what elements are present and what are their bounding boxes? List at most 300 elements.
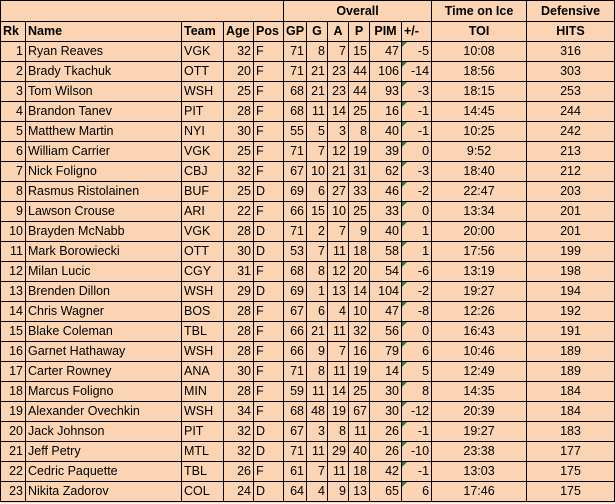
table-body (1, 42, 615, 502)
cell-pos: F (254, 142, 284, 162)
cell-pos: D (254, 182, 284, 202)
cell-age: 30 (224, 122, 254, 142)
table-row (1, 62, 615, 82)
cell-assists: 19 (328, 402, 349, 422)
table-row (1, 482, 615, 502)
cell-plus-minus: 1 (402, 222, 432, 242)
cell-team: ANA (182, 362, 224, 382)
cell-gp: 71 (284, 442, 307, 462)
cell-team: BOS (182, 302, 224, 322)
cell-assists: 12 (328, 142, 349, 162)
cell-hits: 201 (527, 202, 615, 222)
cell-team: PIT (182, 102, 224, 122)
cell-team: ARI (182, 202, 224, 222)
cell-hits: 184 (527, 402, 615, 422)
cell-age: 32 (224, 42, 254, 62)
group-blank (26, 1, 182, 22)
cell-rank: 8 (1, 182, 26, 202)
cell-points: 44 (349, 62, 370, 82)
cell-goals: 15 (307, 202, 328, 222)
cell-gp: 61 (284, 462, 307, 482)
cell-pim: 58 (370, 242, 402, 262)
cell-hits: 175 (527, 462, 615, 482)
cell-age: 26 (224, 462, 254, 482)
table-row (1, 382, 615, 402)
cell-pos: F (254, 362, 284, 382)
table-row (1, 402, 615, 422)
cell-pim: 42 (370, 462, 402, 482)
cell-toi: 19:27 (432, 282, 527, 302)
cell-assists: 14 (328, 102, 349, 122)
cell-pos: F (254, 122, 284, 142)
cell-pos: D (254, 242, 284, 262)
cell-hits: 191 (527, 322, 615, 342)
table-row (1, 362, 615, 382)
col-header-gp: GP (284, 22, 307, 42)
cell-plus-minus: -8 (402, 302, 432, 322)
cell-rank: 14 (1, 302, 26, 322)
cell-name: Ryan Reaves (26, 42, 182, 62)
cell-points: 10 (349, 302, 370, 322)
cell-age: 20 (224, 62, 254, 82)
cell-goals: 1 (307, 282, 328, 302)
cell-points: 25 (349, 382, 370, 402)
cell-points: 44 (349, 82, 370, 102)
cell-gp: 55 (284, 122, 307, 142)
cell-hits: 189 (527, 362, 615, 382)
cell-pim: 26 (370, 422, 402, 442)
cell-goals: 11 (307, 442, 328, 462)
table-row (1, 302, 615, 322)
cell-points: 31 (349, 162, 370, 182)
cell-goals: 6 (307, 182, 328, 202)
cell-name: Alexander Ovechkin (26, 402, 182, 422)
cell-age: 28 (224, 382, 254, 402)
cell-hits: 192 (527, 302, 615, 322)
cell-name: Blake Coleman (26, 322, 182, 342)
cell-pim: 30 (370, 402, 402, 422)
cell-name: Nikita Zadorov (26, 482, 182, 502)
cell-team: WSH (182, 402, 224, 422)
cell-pos: F (254, 322, 284, 342)
cell-pim: 79 (370, 342, 402, 362)
cell-assists: 10 (328, 202, 349, 222)
cell-hits: 201 (527, 222, 615, 242)
cell-gp: 67 (284, 302, 307, 322)
col-header-rk: Rk (1, 22, 26, 42)
cell-pos: F (254, 402, 284, 422)
table-row (1, 182, 615, 202)
cell-hits: 253 (527, 82, 615, 102)
cell-toi: 20:39 (432, 402, 527, 422)
cell-gp: 59 (284, 382, 307, 402)
cell-plus-minus: -12 (402, 402, 432, 422)
cell-assists: 11 (328, 462, 349, 482)
table-row (1, 102, 615, 122)
cell-plus-minus: -1 (402, 122, 432, 142)
cell-age: 28 (224, 322, 254, 342)
cell-gp: 68 (284, 102, 307, 122)
cell-team: OTT (182, 62, 224, 82)
cell-toi: 22:47 (432, 182, 527, 202)
group-time-on-ice: Time on Ice (432, 1, 527, 22)
table-row (1, 142, 615, 162)
col-header-plus-minus: +/- (402, 22, 432, 42)
col-header-age: Age (224, 22, 254, 42)
cell-pim: 62 (370, 162, 402, 182)
cell-gp: 68 (284, 262, 307, 282)
cell-name: William Carrier (26, 142, 182, 162)
col-header-pos: Pos (254, 22, 284, 42)
cell-team: WSH (182, 82, 224, 102)
cell-pos: F (254, 342, 284, 362)
cell-plus-minus: 6 (402, 482, 432, 502)
cell-age: 28 (224, 222, 254, 242)
cell-gp: 71 (284, 62, 307, 82)
cell-rank: 20 (1, 422, 26, 442)
cell-plus-minus: -1 (402, 462, 432, 482)
cell-age: 25 (224, 182, 254, 202)
cell-points: 16 (349, 342, 370, 362)
cell-assists: 9 (328, 482, 349, 502)
cell-rank: 3 (1, 82, 26, 102)
cell-name: Carter Rowney (26, 362, 182, 382)
cell-pos: D (254, 442, 284, 462)
group-header-row (1, 1, 615, 22)
table-row (1, 262, 615, 282)
cell-goals: 8 (307, 42, 328, 62)
cell-plus-minus: -2 (402, 282, 432, 302)
cell-rank: 16 (1, 342, 26, 362)
cell-rank: 17 (1, 362, 26, 382)
cell-pos: D (254, 222, 284, 242)
cell-name: Brady Tkachuk (26, 62, 182, 82)
cell-pos: F (254, 462, 284, 482)
cell-goals: 10 (307, 162, 328, 182)
cell-team: TBL (182, 462, 224, 482)
cell-toi: 13:34 (432, 202, 527, 222)
cell-pos: F (254, 262, 284, 282)
cell-team: CGY (182, 262, 224, 282)
cell-assists: 11 (328, 322, 349, 342)
cell-points: 14 (349, 282, 370, 302)
cell-assists: 3 (328, 122, 349, 142)
cell-hits: 212 (527, 162, 615, 182)
cell-pim: 14 (370, 362, 402, 382)
cell-assists: 4 (328, 302, 349, 322)
cell-age: 28 (224, 302, 254, 322)
cell-goals: 5 (307, 122, 328, 142)
cell-team: MIN (182, 382, 224, 402)
cell-gp: 69 (284, 182, 307, 202)
col-header-hits: HITS (527, 22, 615, 42)
cell-plus-minus: 8 (402, 382, 432, 402)
cell-hits: 183 (527, 422, 615, 442)
cell-rank: 18 (1, 382, 26, 402)
cell-rank: 12 (1, 262, 26, 282)
cell-plus-minus: 6 (402, 342, 432, 362)
cell-name: Nick Foligno (26, 162, 182, 182)
cell-toi: 16:43 (432, 322, 527, 342)
cell-team: VGK (182, 142, 224, 162)
cell-toi: 23:38 (432, 442, 527, 462)
table-row (1, 462, 615, 482)
cell-age: 32 (224, 422, 254, 442)
cell-age: 28 (224, 342, 254, 362)
cell-rank: 11 (1, 242, 26, 262)
cell-pim: 46 (370, 182, 402, 202)
cell-gp: 66 (284, 342, 307, 362)
cell-goals: 8 (307, 362, 328, 382)
cell-assists: 11 (328, 242, 349, 262)
cell-goals: 7 (307, 242, 328, 262)
cell-points: 40 (349, 442, 370, 462)
cell-toi: 14:35 (432, 382, 527, 402)
cell-hits: 199 (527, 242, 615, 262)
cell-age: 34 (224, 402, 254, 422)
cell-points: 11 (349, 422, 370, 442)
col-header-pim: PIM (370, 22, 402, 42)
cell-goals: 21 (307, 322, 328, 342)
cell-hits: 198 (527, 262, 615, 282)
cell-assists: 21 (328, 162, 349, 182)
cell-pim: 106 (370, 62, 402, 82)
cell-gp: 71 (284, 42, 307, 62)
cell-rank: 10 (1, 222, 26, 242)
cell-team: VGK (182, 222, 224, 242)
cell-gp: 67 (284, 422, 307, 442)
cell-plus-minus: -14 (402, 62, 432, 82)
cell-pos: F (254, 42, 284, 62)
cell-rank: 1 (1, 42, 26, 62)
cell-hits: 244 (527, 102, 615, 122)
cell-pos: F (254, 62, 284, 82)
cell-points: 67 (349, 402, 370, 422)
cell-rank: 7 (1, 162, 26, 182)
group-defensive: Defensive (527, 1, 615, 22)
cell-toi: 13:19 (432, 262, 527, 282)
cell-goals: 21 (307, 82, 328, 102)
cell-pim: 40 (370, 122, 402, 142)
cell-hits: 175 (527, 482, 615, 502)
cell-plus-minus: -5 (402, 42, 432, 62)
cell-assists: 7 (328, 222, 349, 242)
cell-toi: 17:56 (432, 242, 527, 262)
cell-plus-minus: -2 (402, 182, 432, 202)
cell-assists: 11 (328, 362, 349, 382)
cell-toi: 19:27 (432, 422, 527, 442)
table-row (1, 282, 615, 302)
table-row (1, 162, 615, 182)
col-header-name: Name (26, 22, 182, 42)
cell-goals: 8 (307, 262, 328, 282)
cell-plus-minus: 0 (402, 322, 432, 342)
cell-points: 33 (349, 182, 370, 202)
cell-rank: 23 (1, 482, 26, 502)
cell-hits: 194 (527, 282, 615, 302)
cell-toi: 12:49 (432, 362, 527, 382)
cell-pim: 104 (370, 282, 402, 302)
table-row (1, 322, 615, 342)
cell-assists: 13 (328, 282, 349, 302)
cell-plus-minus: -6 (402, 262, 432, 282)
cell-age: 25 (224, 142, 254, 162)
cell-team: CBJ (182, 162, 224, 182)
table-row (1, 42, 615, 62)
table-row (1, 82, 615, 102)
cell-team: TBL (182, 322, 224, 342)
cell-assists: 27 (328, 182, 349, 202)
group-blank (224, 1, 254, 22)
cell-gp: 64 (284, 482, 307, 502)
table-row (1, 422, 615, 442)
cell-points: 13 (349, 482, 370, 502)
cell-points: 25 (349, 202, 370, 222)
cell-goals: 21 (307, 62, 328, 82)
cell-pim: 54 (370, 262, 402, 282)
cell-rank: 2 (1, 62, 26, 82)
cell-points: 15 (349, 42, 370, 62)
cell-toi: 10:25 (432, 122, 527, 142)
cell-plus-minus: -10 (402, 442, 432, 462)
cell-assists: 29 (328, 442, 349, 462)
cell-team: MTL (182, 442, 224, 462)
cell-goals: 4 (307, 482, 328, 502)
cell-name: Marcus Foligno (26, 382, 182, 402)
cell-age: 31 (224, 262, 254, 282)
cell-toi: 10:08 (432, 42, 527, 62)
cell-pim: 30 (370, 382, 402, 402)
cell-pos: F (254, 202, 284, 222)
cell-gp: 71 (284, 362, 307, 382)
cell-name: Matthew Martin (26, 122, 182, 142)
cell-toi: 12:26 (432, 302, 527, 322)
column-header-row (1, 22, 615, 42)
cell-gp: 71 (284, 142, 307, 162)
col-header-a: A (328, 22, 349, 42)
cell-pim: 47 (370, 42, 402, 62)
cell-name: Mark Borowiecki (26, 242, 182, 262)
cell-age: 24 (224, 482, 254, 502)
cell-hits: 316 (527, 42, 615, 62)
cell-plus-minus: 1 (402, 242, 432, 262)
cell-toi: 17:46 (432, 482, 527, 502)
cell-name: Milan Lucic (26, 262, 182, 282)
cell-gp: 69 (284, 282, 307, 302)
cell-goals: 7 (307, 142, 328, 162)
cell-points: 25 (349, 102, 370, 122)
cell-assists: 7 (328, 342, 349, 362)
cell-pim: 33 (370, 202, 402, 222)
cell-name: Brenden Dillon (26, 282, 182, 302)
cell-name: Brayden McNabb (26, 222, 182, 242)
cell-pim: 56 (370, 322, 402, 342)
cell-rank: 21 (1, 442, 26, 462)
cell-points: 18 (349, 242, 370, 262)
cell-points: 19 (349, 362, 370, 382)
cell-pim: 40 (370, 222, 402, 242)
cell-assists: 12 (328, 262, 349, 282)
cell-name: Chris Wagner (26, 302, 182, 322)
cell-team: PIT (182, 422, 224, 442)
cell-rank: 9 (1, 202, 26, 222)
cell-points: 18 (349, 462, 370, 482)
cell-rank: 5 (1, 122, 26, 142)
cell-pim: 39 (370, 142, 402, 162)
cell-goals: 6 (307, 302, 328, 322)
cell-goals: 9 (307, 342, 328, 362)
cell-points: 19 (349, 142, 370, 162)
cell-age: 22 (224, 202, 254, 222)
cell-name: Jeff Petry (26, 442, 182, 462)
table-row (1, 342, 615, 362)
cell-assists: 8 (328, 422, 349, 442)
cell-age: 32 (224, 162, 254, 182)
cell-age: 30 (224, 362, 254, 382)
table-row (1, 122, 615, 142)
cell-hits: 184 (527, 382, 615, 402)
cell-pim: 26 (370, 442, 402, 462)
cell-plus-minus: -3 (402, 82, 432, 102)
cell-gp: 67 (284, 162, 307, 182)
group-overall: Overall (284, 1, 432, 22)
cell-pim: 65 (370, 482, 402, 502)
cell-name: Brandon Tanev (26, 102, 182, 122)
cell-goals: 3 (307, 422, 328, 442)
col-header-toi: TOI (432, 22, 527, 42)
col-header-g: G (307, 22, 328, 42)
cell-rank: 4 (1, 102, 26, 122)
group-blank (182, 1, 224, 22)
cell-hits: 177 (527, 442, 615, 462)
cell-points: 9 (349, 222, 370, 242)
cell-pim: 16 (370, 102, 402, 122)
cell-rank: 22 (1, 462, 26, 482)
cell-pim: 47 (370, 302, 402, 322)
cell-pos: F (254, 302, 284, 322)
cell-goals: 48 (307, 402, 328, 422)
cell-team: WSH (182, 282, 224, 302)
cell-rank: 15 (1, 322, 26, 342)
cell-name: Tom Wilson (26, 82, 182, 102)
cell-plus-minus: 5 (402, 362, 432, 382)
cell-toi: 9:52 (432, 142, 527, 162)
cell-age: 30 (224, 242, 254, 262)
cell-toi: 18:15 (432, 82, 527, 102)
cell-toi: 13:03 (432, 462, 527, 482)
table-row (1, 242, 615, 262)
cell-pos: F (254, 162, 284, 182)
cell-age: 32 (224, 442, 254, 462)
cell-goals: 11 (307, 102, 328, 122)
cell-gp: 66 (284, 322, 307, 342)
cell-name: Cedric Paquette (26, 462, 182, 482)
col-header-team: Team (182, 22, 224, 42)
cell-age: 29 (224, 282, 254, 302)
cell-plus-minus: -1 (402, 102, 432, 122)
cell-team: OTT (182, 242, 224, 262)
cell-points: 20 (349, 262, 370, 282)
cell-assists: 7 (328, 42, 349, 62)
cell-pos: F (254, 102, 284, 122)
cell-gp: 66 (284, 202, 307, 222)
cell-rank: 13 (1, 282, 26, 302)
cell-rank: 19 (1, 402, 26, 422)
cell-toi: 18:40 (432, 162, 527, 182)
cell-points: 32 (349, 322, 370, 342)
cell-plus-minus: 0 (402, 142, 432, 162)
cell-toi: 14:45 (432, 102, 527, 122)
